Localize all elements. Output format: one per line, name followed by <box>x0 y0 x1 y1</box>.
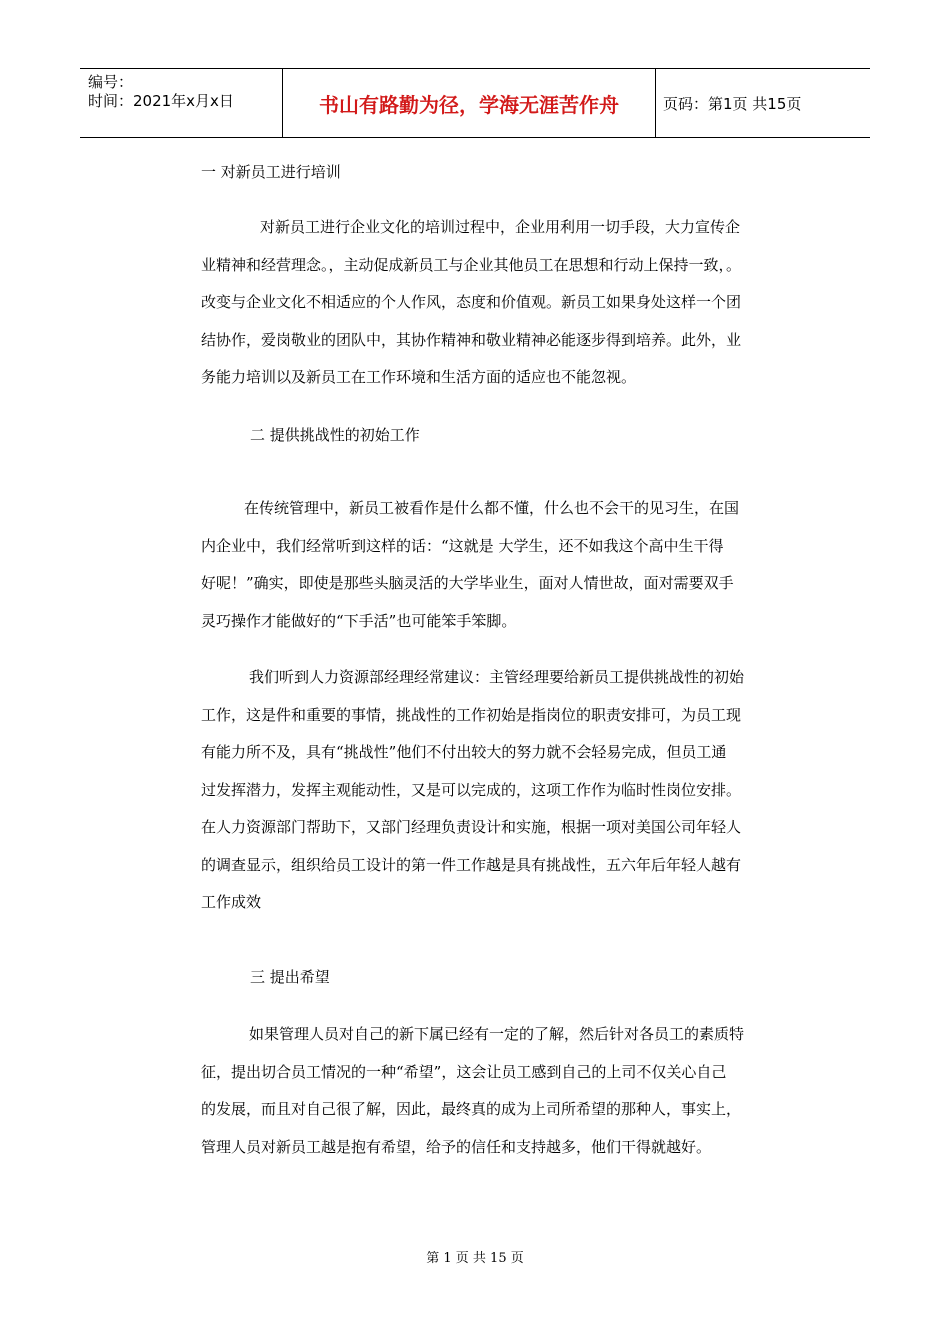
paragraph-line: 我们听到人力资源部经理经常建议：主管经理要给新员工提供挑战性的初始 <box>249 668 745 686</box>
section-3-paragraph-1 <box>201 1016 811 1166</box>
section-heading-1: 一 对新员工进行培训 <box>201 163 341 181</box>
header-motto-cell <box>282 69 656 137</box>
paragraph-line: 业精神和经营理念。，主动促成新员工与企业其他员工在思想和行动上保持一致，。 <box>201 255 742 274</box>
section-1-paragraph-1 <box>201 209 811 397</box>
paragraph-line: 管理人员对新员工越是抱有希望，给予的信任和支持越多，他们干得就越好。 <box>201 1137 712 1156</box>
paragraph-line: 务能力培训以及新员工在工作环境和生活方面的适应也不能忽视。 <box>201 368 637 386</box>
header-page-cell <box>655 69 870 137</box>
paragraph-line: 征，提出切合员工情况的一种“希望”，这会让员工感到自己的上司不仅关心自己 <box>201 1062 727 1081</box>
header-meta-cell <box>80 69 282 137</box>
paragraph-line: 的发展，而且对自己很了解，因此，最终真的成为上司所希望的那种人，事实上， <box>201 1100 742 1118</box>
paragraph-line: 工作成效 <box>201 893 262 911</box>
section-2-paragraph-1 <box>201 490 811 640</box>
paragraph-line: 结协作，爱岗敬业的团队中，其协作精神和敬业精神必能逐步得到培养。此外，业 <box>201 330 742 349</box>
section-heading-3: 三 提出希望 <box>250 968 330 986</box>
document-header <box>80 68 870 138</box>
header-motto: 书山有路勤为径，学海无涯苦作舟 <box>319 93 619 117</box>
paragraph-line: 在传统管理中，新员工被看作是什么都不懂，什么也不会干的见习生，在国 <box>244 499 740 517</box>
paragraph-line: 有能力所不及，具有“挑战性”他们不付出较大的努力就不会轻易完成，但员工通 <box>201 743 727 761</box>
document-number-label: 编号： <box>88 73 134 91</box>
paragraph-line: 内企业中，我们经常听到这样的话：“这就是 大学生，还不如我这个高中生干得 <box>201 536 724 555</box>
paragraph-line: 灵巧操作才能做好的“下手活”也可能笨手笨脚。 <box>201 611 517 630</box>
header-page-info: 页码：第1页 共15页 <box>663 95 802 113</box>
paragraph-line: 的调查显示，组织给员工设计的第一件工作越是具有挑战性，五六年后年轻人越有 <box>201 855 742 874</box>
paragraph-line: 好呢！”确实，即使是那些头脑灵活的大学毕业生，面对人情世故，面对需要双手 <box>201 574 734 592</box>
section-heading-2: 二 提供挑战性的初始工作 <box>250 426 420 444</box>
paragraph-line: 改变与企业文化不相适应的个人作风，态度和价值观。新员工如果身处这样一个团 <box>201 293 742 311</box>
document-time-label: 时间：2021年x月x日 <box>88 92 234 110</box>
page-footer: 第 1 页 共 15 页 <box>426 1251 524 1266</box>
paragraph-line: 对新员工进行企业文化的培训过程中，企业用利用一切手段，大力宣传企 <box>260 218 741 236</box>
paragraph-line: 如果管理人员对自己的新下属已经有一定的了解，然后针对各员工的素质特 <box>249 1025 745 1043</box>
paragraph-line: 工作，这是件和重要的事情，挑战性的工作初始是指岗位的职责安排可，为员工现 <box>201 705 742 724</box>
paragraph-line: 过发挥潜力，发挥主观能动性，又是可以完成的，这项工作作为临时性岗位安排。 <box>201 780 742 799</box>
paragraph-line: 在人力资源部门帮助下，又部门经理负责设计和实施，根据一项对美国公司年轻人 <box>201 818 742 836</box>
section-2-paragraph-2 <box>201 659 811 922</box>
